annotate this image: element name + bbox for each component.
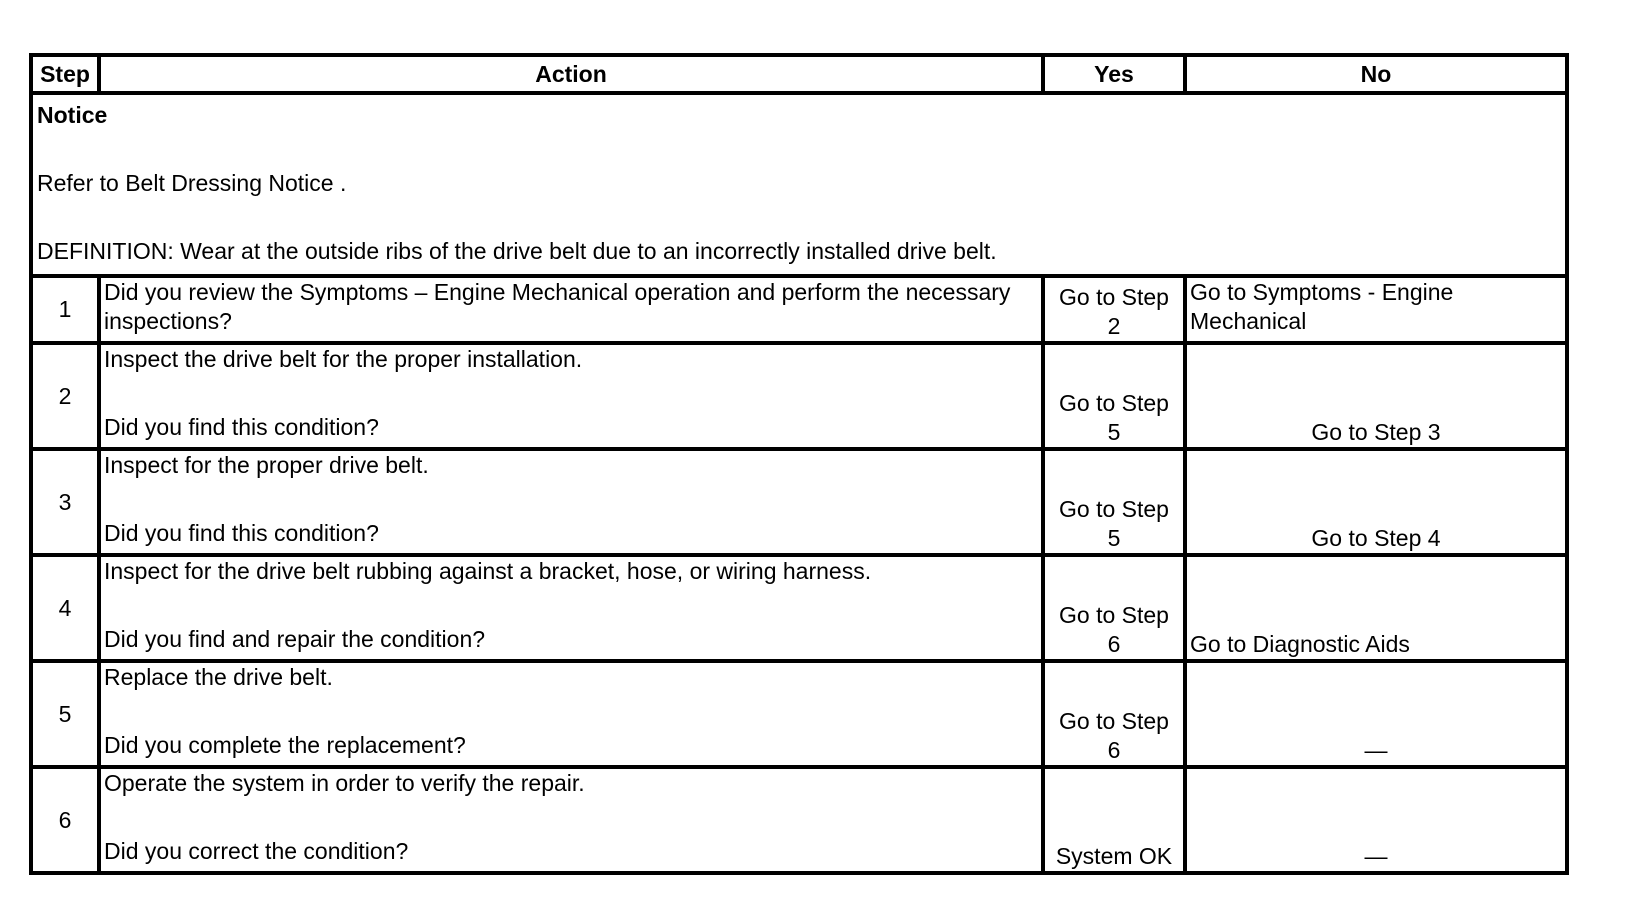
action-text: Inspect for the drive belt rubbing against a bracket, hose, or wiring harness. [104,558,872,584]
yes-cell [1043,767,1185,873]
action-question: Did you correct the condition? [104,838,409,864]
step-action [99,343,1043,449]
header-no: No [1185,55,1567,93]
table-row [31,449,1567,555]
action-text: Inspect the drive belt for the proper installation. [104,346,583,372]
action-question: Did you find this condition? [104,414,379,440]
yes-step-number: 5 [1107,525,1121,551]
table-row [31,555,1567,661]
header-yes: Yes [1043,55,1185,93]
yes-text: Go to Step [1059,708,1169,734]
yes-cell [1043,276,1185,343]
diagnostic-table [29,53,1569,875]
action-question: Did you find this condition? [104,520,379,546]
step-action [99,276,1043,343]
step-number: 4 [31,555,99,661]
step-action [99,767,1043,873]
yes-cell [1043,661,1185,767]
step-number: 2 [31,343,99,449]
notice-row [31,93,1567,276]
no-cell: Go to Symptoms - Engine Mechanical [1185,276,1567,343]
notice-title: Notice [37,102,108,128]
notice-cell [31,93,1567,276]
no-cell: Go to Diagnostic Aids [1185,555,1567,661]
action-question: Did you find and repair the condition? [104,626,486,652]
table-row [31,767,1567,873]
table-row [31,661,1567,767]
step-number: 1 [31,276,99,343]
yes-text: Go to Step [1059,496,1169,522]
action-text: Replace the drive belt. [104,664,333,690]
yes-step-number: 6 [1107,631,1121,657]
no-cell: Go to Step 3 [1185,343,1567,449]
action-question: Did you complete the replacement? [104,732,466,758]
action-text: Did you review the Symptoms – Engine Mechanical operation and perform the necessary inspections? [104,279,1011,334]
table-row [31,343,1567,449]
no-cell: — [1185,661,1567,767]
yes-cell [1043,449,1185,555]
yes-step-number: 5 [1107,419,1121,445]
no-cell: — [1185,767,1567,873]
header-action: Action [99,55,1043,93]
table-header-row [31,55,1567,93]
step-number: 6 [31,767,99,873]
no-cell: Go to Step 4 [1185,449,1567,555]
yes-cell [1043,343,1185,449]
action-text: Inspect for the proper drive belt. [104,452,429,478]
step-action [99,661,1043,767]
notice-definition: DEFINITION: Wear at the outside ribs of the drive belt due to an incorrectly installed drive belt. [37,238,997,264]
step-number: 3 [31,449,99,555]
yes-step-number: 6 [1107,737,1121,763]
step-action [99,449,1043,555]
action-text: Operate the system in order to verify the repair. [104,770,585,796]
step-action [99,555,1043,661]
yes-text: System OK [1055,843,1173,869]
yes-text: Go to Step [1059,390,1169,416]
table-row [31,276,1567,343]
yes-cell [1043,555,1185,661]
header-step: Step [31,55,99,93]
yes-step-number: 2 [1107,313,1121,339]
notice-reference: Refer to Belt Dressing Notice . [37,170,347,196]
step-number: 5 [31,661,99,767]
yes-text: Go to Step [1059,602,1169,628]
yes-text: Go to Step [1059,284,1169,310]
